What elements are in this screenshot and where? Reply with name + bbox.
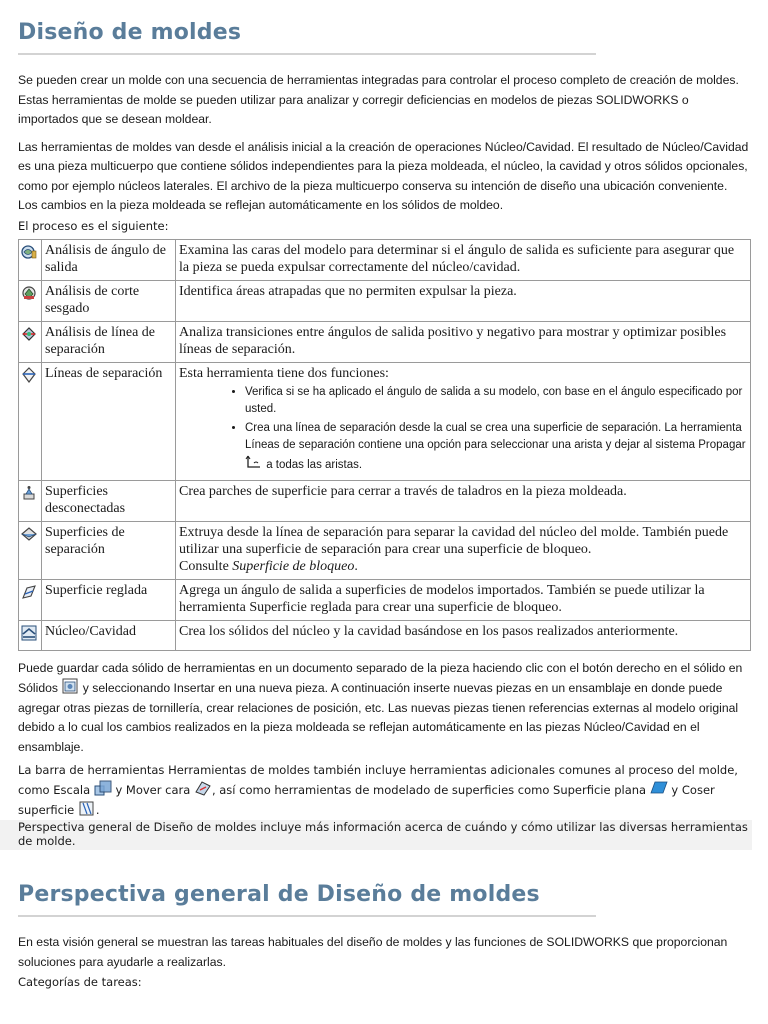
parting-surfaces-icon	[21, 526, 37, 542]
planar-surface-icon	[650, 780, 668, 796]
toolbar-text-b: y Mover cara	[115, 783, 191, 797]
table-row	[19, 239, 751, 280]
intro-paragraph-2: Las herramientas de moldes van desde el análisis inicial a la creación de operaciones Núcleo/Cavidad. El resultado de Núcleo/Cavidad es una pieza multicuerpo que contiene sólidos independientes para la pieza moldeada, el núcleo, la cavidad y otros sólidos opcionales, como por ejemplo núcleos laterales. El archivo de la pieza multicuerpo conserva su intención de diseño una ubicación conveniente. Los cambios en la pieza moldeada se reflejan automáticamente en los sólidos de moldeo.	[18, 139, 749, 212]
toolbar-paragraph	[18, 761, 750, 820]
overview-intro: En esta visión general se muestran las tareas habituales del diseño de moldes y las funciones de SOLIDWORKS que proporcionan soluciones para ayudarle a realizarlas.	[18, 935, 728, 969]
overview-note: Perspectiva general de Diseño de moldes incluye más información acerca de cuándo y cómo utilizar las diversas herramientas de molde.	[0, 820, 752, 850]
mold-tools-table	[18, 239, 751, 651]
parting-lines-icon	[21, 367, 37, 383]
tool-description	[176, 521, 751, 579]
save-bodies-text-b: y seleccionando Insertar en una nueva pieza. A continuación inserte nuevas piezas en un ensamblaje en donde puede agregar otras piezas de tornillería, crear relaciones de posición, etc. Las nuevas piezas tienen referencias externas al modelo original debido a lo cual los cambios realizados en la pieza moldeada se reflejan automáticamente en las piezas Núcleo/Cavidad en el ensamblaje.	[18, 681, 739, 754]
tool-description: Crea los sólidos del núcleo y la cavidad basándose en los pasos realizados anteriormente.	[176, 620, 751, 650]
tool-description: Examina las caras del modelo para determinar si el ángulo de salida es suficiente para asegurar que la pieza se pueda expulsar correctamente del núcleo/cavidad.	[176, 239, 751, 280]
ruled-surface-icon	[21, 584, 37, 600]
parting-line-analysis-icon	[21, 326, 37, 342]
process-label: El proceso es el siguiente:	[18, 218, 169, 233]
draft-analysis-icon	[21, 244, 37, 260]
see-also-link[interactable]: Superficie de bloqueo	[232, 558, 355, 574]
table-row	[19, 480, 751, 521]
table-row	[19, 620, 751, 650]
move-face-icon	[194, 780, 212, 796]
toolbar-text-c: , así como herramientas de modelado de superficies como Superficie plana	[211, 783, 647, 797]
task-categories-label: Categorías de tareas:	[18, 975, 142, 989]
list-item-text: Crea una línea de separación desde la cual se crea una superficie de separación. La herramienta Líneas de separación contiene una opción para seleccionar una arista y dejar al sistema Propagar	[245, 421, 746, 451]
shut-off-surfaces-icon	[21, 485, 37, 501]
list-item: • Verifica si se ha aplicado el ángulo de salida a su modelo, con base en el ángulo especificado por usted.	[245, 384, 747, 418]
tool-description: Agrega un ángulo de salida a superficies de modelos importados. También se puede utilizar la herramienta Superficie reglada para crear una superficie de bloqueo.	[176, 579, 751, 620]
tool-name: Superficies desconectadas	[42, 480, 176, 521]
toolbar-text-e: .	[95, 803, 100, 817]
see-also-text: Consulte	[179, 558, 229, 574]
section-title: Diseño de moldes	[18, 20, 242, 45]
function-list	[179, 384, 747, 474]
tool-description: Identifica áreas atrapadas que no permiten expulsar la pieza.	[176, 280, 751, 321]
tool-description-text: Extruya desde la línea de separación para separar la cavidad del núcleo del molde. También puede utilizar una superficie de separación para crear una superficie de bloqueo.	[179, 524, 729, 557]
see-also-end: .	[354, 558, 358, 574]
propagate-icon	[245, 454, 263, 470]
intro-paragraph-1: Se pueden crear un molde con una secuencia de herramientas integradas para controlar el proceso completo de creación de moldes. Estas herramientas de molde se pueden utilizar para analizar y corregir deficiencias en modelos de piezas SOLIDWORKS o importados que se desean moldear.	[18, 73, 739, 126]
table-row	[19, 321, 751, 362]
title-rule	[18, 53, 596, 55]
tool-name: Núcleo/Cavidad	[42, 620, 176, 650]
tool-description-text: Esta herramienta tiene dos funciones:	[179, 365, 389, 381]
section-title-overview: Perspectiva general de Diseño de moldes	[18, 882, 540, 907]
title-rule	[18, 915, 596, 917]
list-item	[245, 420, 747, 474]
solid-bodies-icon	[61, 678, 79, 694]
tool-name: Superficies de separación	[42, 521, 176, 579]
tool-name: Análisis de corte sesgado	[42, 280, 176, 321]
table-row	[19, 579, 751, 620]
tool-description	[176, 362, 751, 480]
save-bodies-paragraph	[18, 659, 750, 758]
tool-name: Análisis de ángulo de salida	[42, 239, 176, 280]
tool-name: Superficie reglada	[42, 579, 176, 620]
table-row	[19, 521, 751, 579]
tool-name: Análisis de línea de separación	[42, 321, 176, 362]
toolbar-text-a: La barra de herramientas Herramientas de moldes también incluye herramientas adicionales comunes al proceso del molde, como Escala	[18, 763, 738, 797]
scale-icon	[94, 780, 112, 796]
tool-description: Analiza transiciones entre ángulos de salida positivo y negativo para mostrar y optimizar posibles líneas de separación.	[176, 321, 751, 362]
toolbar-text-d: y Coser superficie	[18, 783, 715, 817]
tool-description: Crea parches de superficie para cerrar a través de taladros en la pieza moldeada.	[176, 480, 751, 521]
save-bodies-text-a: Puede guardar cada sólido de herramientas en un documento separado de la pieza haciendo clic con el botón derecho en el sólido en Sólidos	[18, 660, 743, 695]
list-item-text-end: a todas las aristas.	[266, 458, 363, 471]
knit-surface-icon	[78, 800, 96, 816]
table-row	[19, 280, 751, 321]
core-cavity-icon	[21, 625, 37, 641]
tool-name: Líneas de separación	[42, 362, 176, 480]
undercut-analysis-icon	[21, 285, 37, 301]
table-row	[19, 362, 751, 480]
